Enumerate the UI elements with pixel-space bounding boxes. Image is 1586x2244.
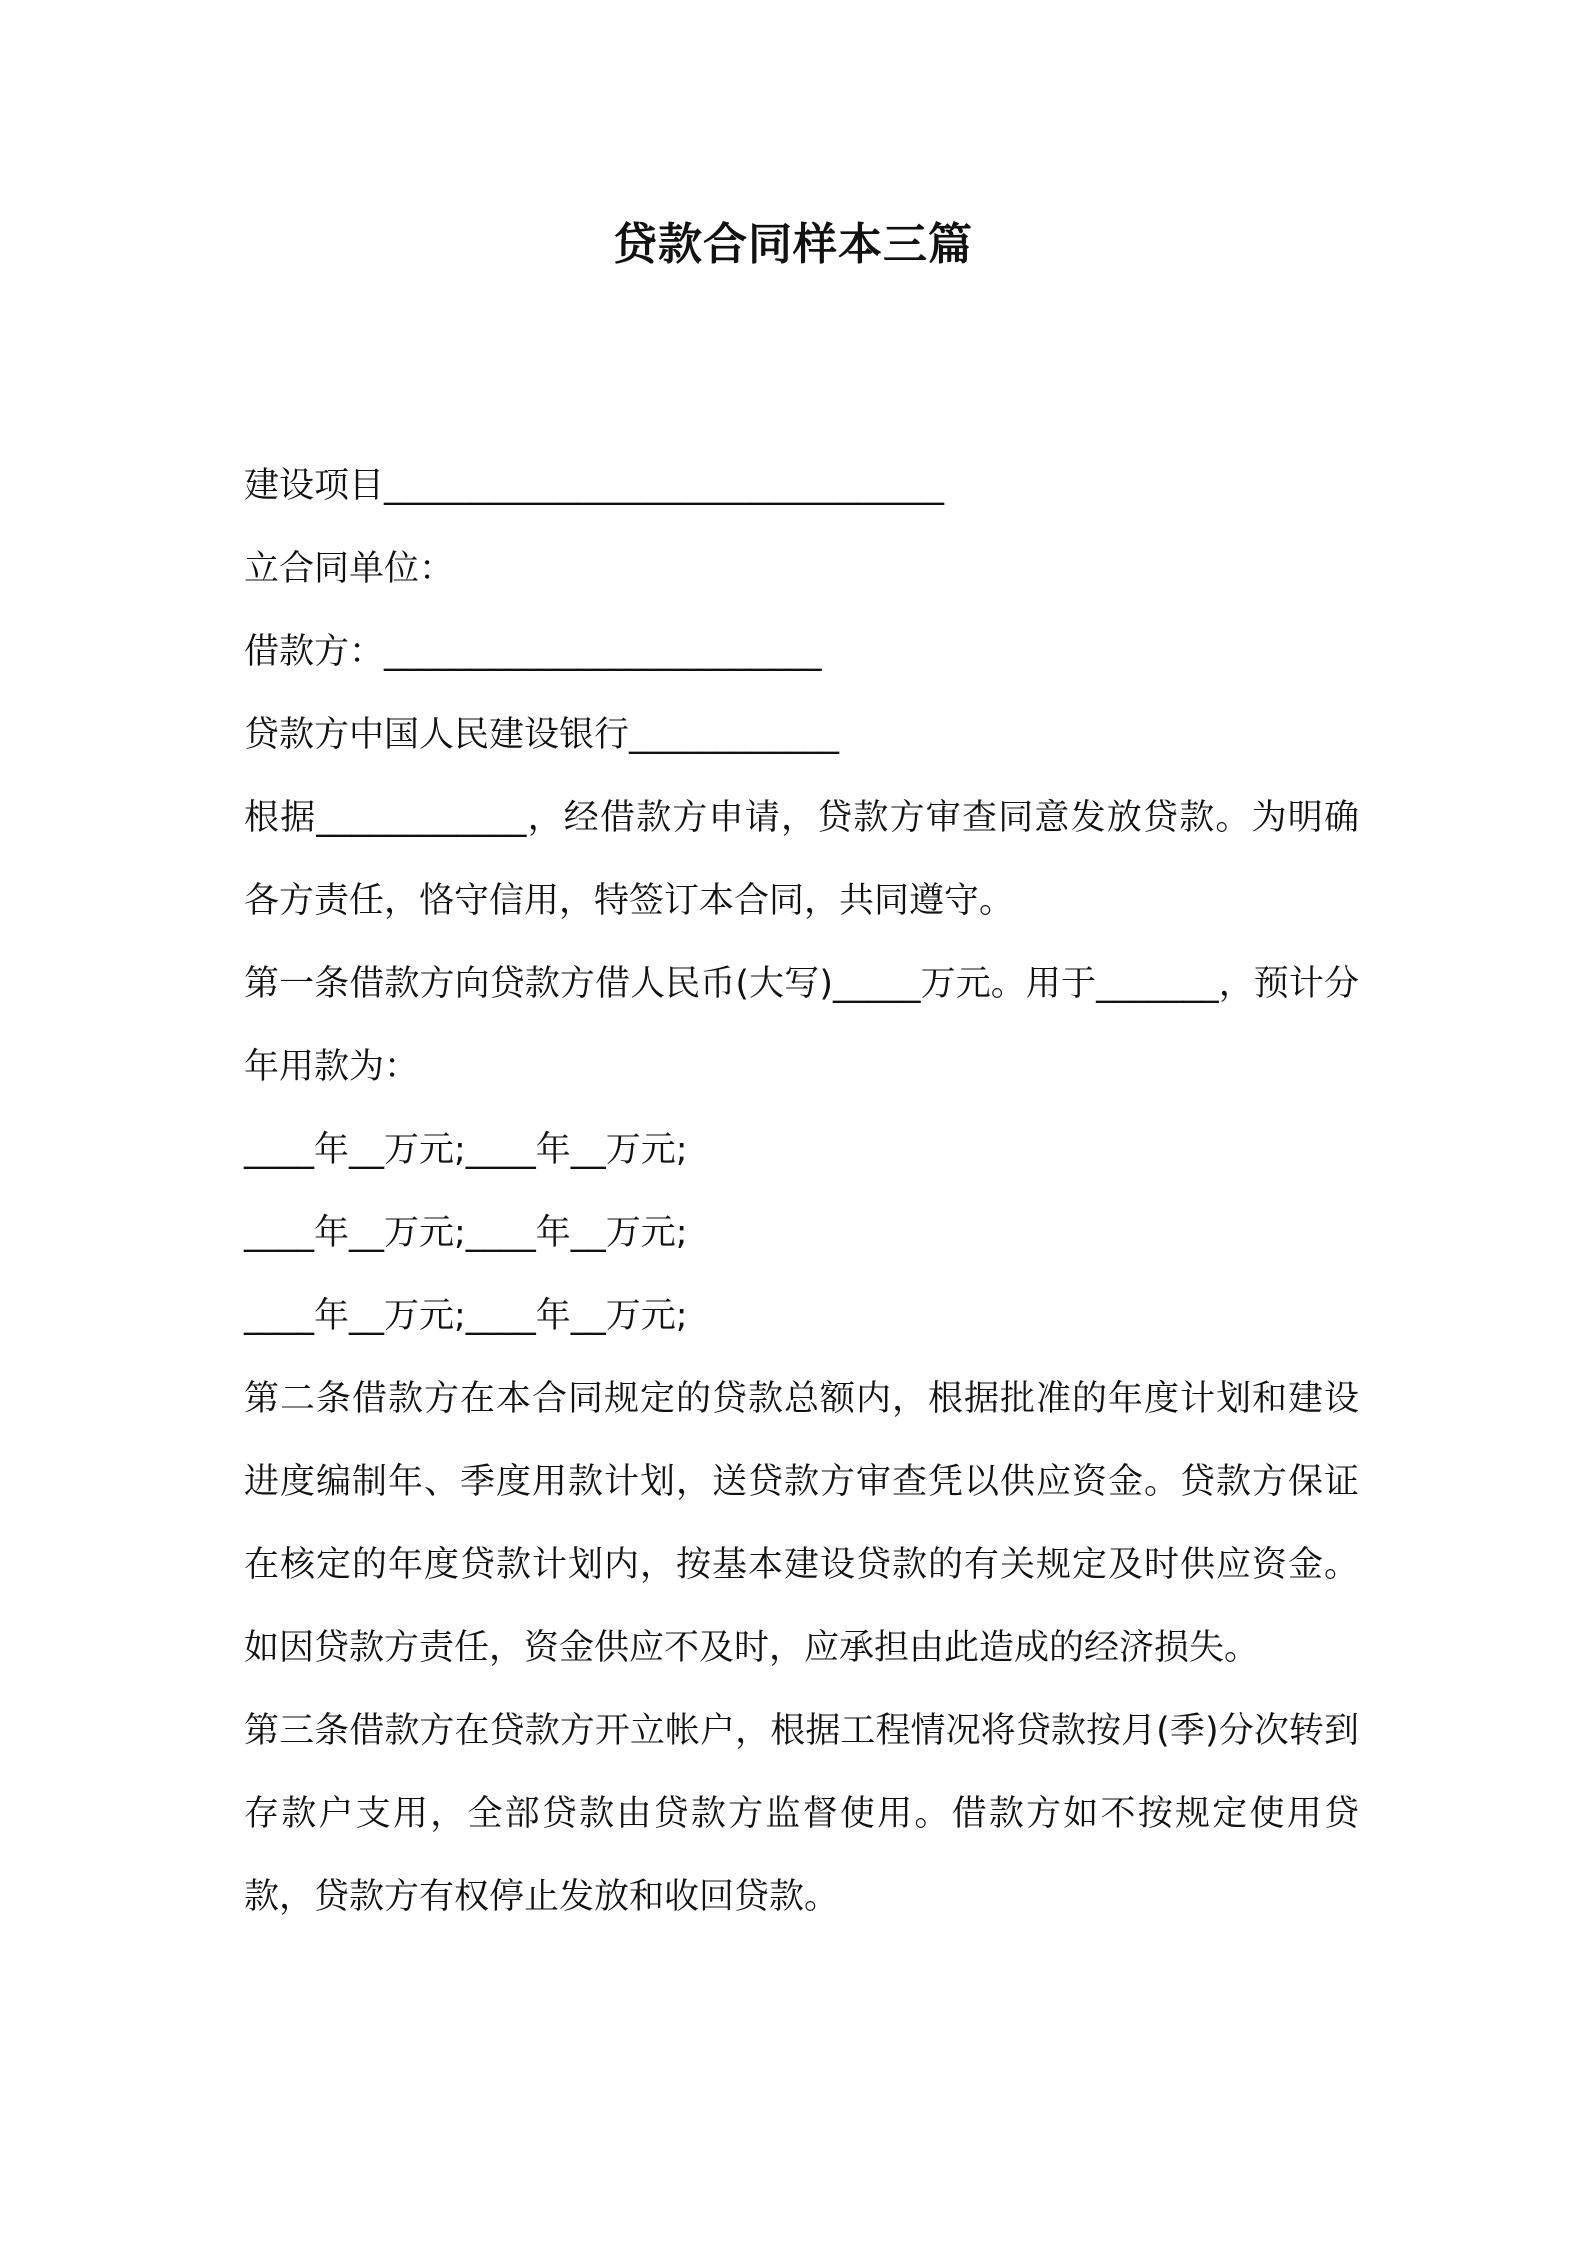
schedule-line: ____年__万元;____年__万元; — [244, 1213, 688, 1253]
borrower-line: 借款方：_________________________ — [244, 632, 822, 672]
article-3-paragraph: 第三条借款方在贷款方开立帐户，根据工程情况将贷款按月(季)分次转到存款户支用，全部贷款由贷款方监督使用。借款方如不按规定使用贷款，贷款方有权停止发放和收回贷款。 — [244, 1711, 1359, 1917]
schedule-line: ____年__万元;____年__万元; — [244, 1130, 688, 1170]
document-body — [244, 445, 1359, 1939]
article-2-paragraph: 第二条借款方在本合同规定的贷款总额内，根据批准的年度计划和建设进度编制年、季度用款计划，送贷款方审查凭以供应资金。贷款方保证在核定的年度贷款计划内，按基本建设贷款的有关规定及时供应资金。如因贷款方责任，资金供应不及时，应承担由此造成的经济损失。 — [244, 1379, 1359, 1668]
document-title: 贷款合同样本三篇 — [613, 219, 973, 270]
lender-line: 贷款方中国人民建设银行____________ — [244, 715, 840, 755]
schedule-line: ____年__万元;____年__万元; — [244, 1296, 688, 1336]
basis-paragraph: 根据____________，经借款方申请，贷款方审查同意发放贷款。为明确各方责任，恪守信用，特签订本合同，共同遵守。 — [244, 798, 1359, 921]
contract-parties-label: 立合同单位： — [244, 549, 455, 589]
construction-project-line: 建设项目________________________________ — [244, 466, 945, 506]
article-1-paragraph: 第一条借款方向贷款方借人民币(大写)_____万元。用于_______，预计分年用款为： — [244, 964, 1359, 1087]
